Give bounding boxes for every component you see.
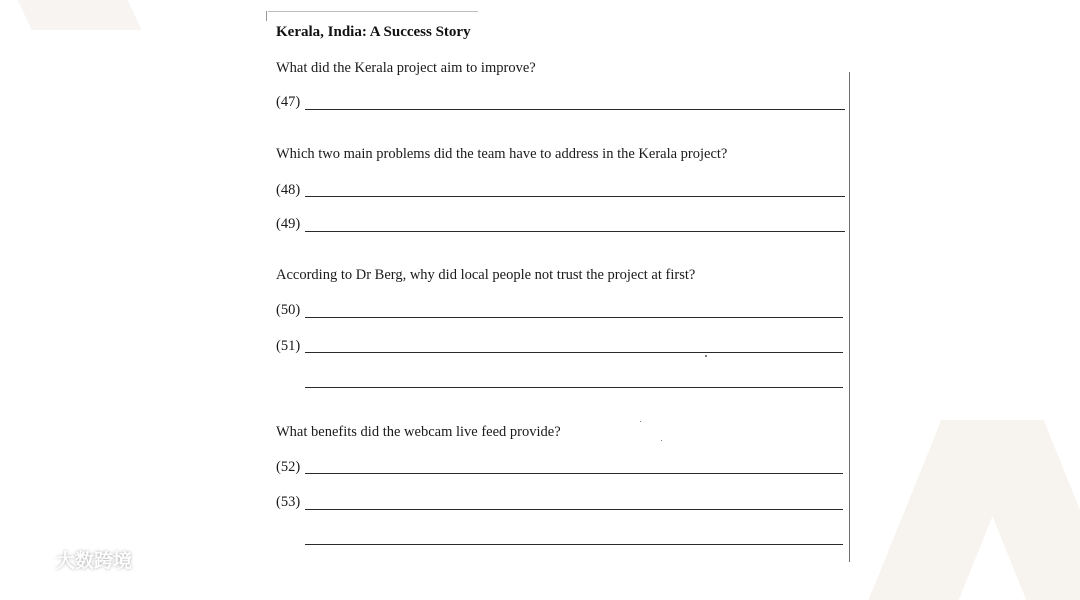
answer-number-48: (48) bbox=[276, 182, 301, 198]
answer-line-53-continued[interactable] bbox=[305, 544, 843, 545]
scan-speck bbox=[705, 355, 707, 357]
worksheet-title: Kerala, India: A Success Story bbox=[276, 24, 471, 40]
scan-speck bbox=[661, 440, 662, 441]
question-1: What did the Kerala project aim to improve? bbox=[276, 60, 536, 76]
answer-number-49: (49) bbox=[276, 216, 301, 232]
answer-line-53[interactable] bbox=[305, 509, 843, 510]
answer-number-51: (51) bbox=[276, 338, 301, 354]
answer-line-52[interactable] bbox=[305, 473, 843, 474]
scan-speck bbox=[640, 421, 641, 422]
brand-logo-icon bbox=[8, 547, 50, 573]
page-top-border bbox=[268, 11, 478, 12]
answer-number-47: (47) bbox=[276, 94, 301, 110]
question-4: What benefits did the webcam live feed provide? bbox=[276, 424, 561, 440]
answer-line-51[interactable] bbox=[305, 352, 843, 353]
watermark-logo bbox=[8, 546, 132, 573]
answer-line-49[interactable] bbox=[305, 231, 845, 232]
answer-line-48[interactable] bbox=[305, 196, 845, 197]
answer-line-51-continued[interactable] bbox=[305, 387, 843, 388]
watermark-text: 大数跨境 bbox=[56, 550, 133, 572]
answer-line-50[interactable] bbox=[305, 317, 843, 318]
answer-number-50: (50) bbox=[276, 302, 301, 318]
answer-number-52: (52) bbox=[276, 459, 301, 475]
answer-line-47[interactable] bbox=[305, 109, 845, 110]
answer-number-53: (53) bbox=[276, 494, 301, 510]
question-3: According to Dr Berg, why did local people not trust the project at first? bbox=[276, 267, 696, 283]
page-left-border bbox=[266, 11, 267, 21]
watermark-shape-left bbox=[8, 0, 141, 30]
question-2: Which two main problems did the team have to address in the Kerala project? bbox=[276, 146, 728, 162]
page-right-border bbox=[849, 72, 850, 562]
